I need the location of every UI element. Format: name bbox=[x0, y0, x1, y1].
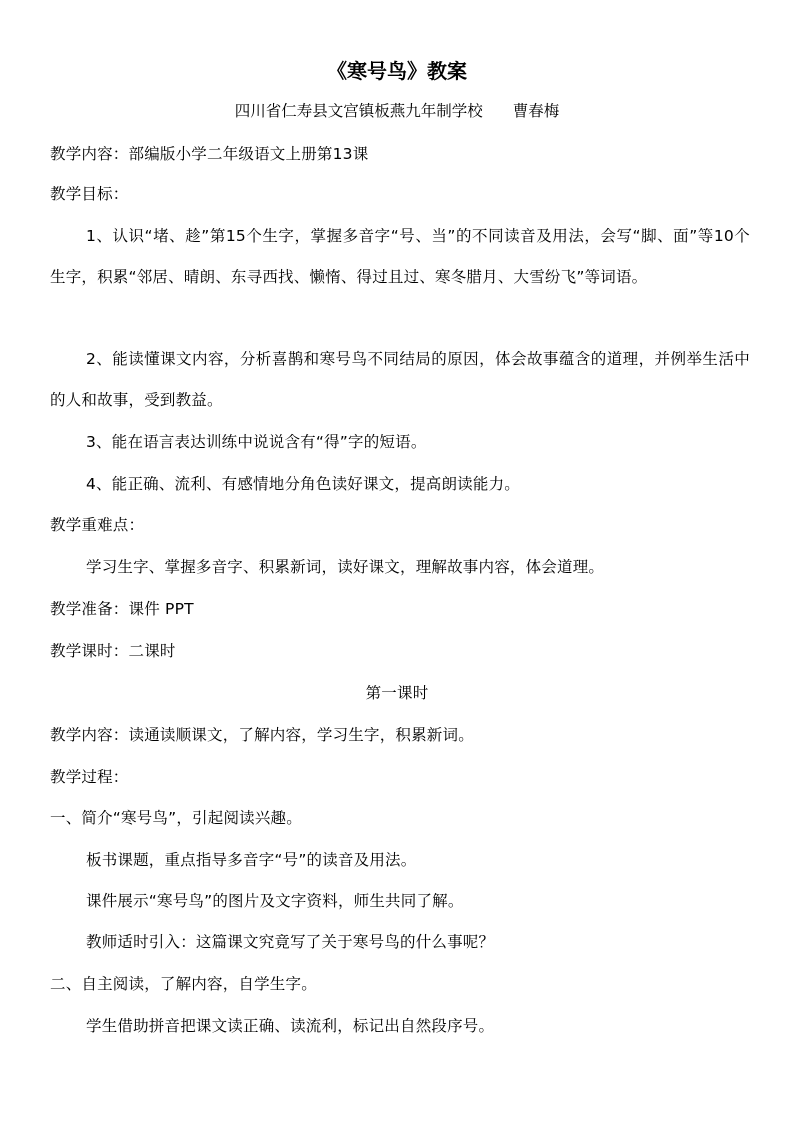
goal-4-paragraph: 4、能正确、流利、有感情地分角色读好课文，提高朗读能力。 bbox=[86, 475, 520, 493]
step-1-item: 课件展示“寒号鸟”的图片及文字资料，师生共同了解。 bbox=[86, 892, 464, 910]
step-1-heading: 一、简介“寒号鸟”，引起阅读兴趣。 bbox=[50, 809, 302, 827]
lesson-1-content-line: 教学内容：读通读顺课文，了解内容，学习生字，积累新词。 bbox=[50, 726, 474, 744]
school-author-line bbox=[0, 101, 794, 121]
teaching-content-line: 教学内容：部编版小学二年级语文上册第13课 bbox=[50, 145, 369, 163]
step-1-item: 教师适时引入：这篇课文究竟写了关于寒号鸟的什么事呢？ bbox=[86, 933, 495, 951]
goal-1-paragraph: 1、认识“堵、趁”第15个生字，掌握多音字“号、当”的不同读音及用法，会写“脚、面”等10个生字，积累“邻居、晴朗、东寻西找、懒惰、得过且过、寒冬腊月、大雪纷飞”等词语。 bbox=[50, 227, 750, 286]
step-2-item: 学生借助拼音把课文读正确、读流利，标记出自然段序号。 bbox=[86, 1017, 495, 1035]
goal-3-paragraph: 3、能在语言表达训练中说说含有“得”字的短语。 bbox=[86, 433, 427, 451]
school-name: 四川省仁寿县文宫镇板燕九年制学校 bbox=[234, 102, 483, 120]
preparation-line: 教学准备：课件 PPT bbox=[50, 600, 194, 618]
goal-2-paragraph: 2、能读懂课文内容，分析喜鹊和寒号鸟不同结局的原因，体会故事蕴含的道理，并例举生活中的人和故事，受到教益。 bbox=[50, 350, 750, 409]
periods-line: 教学课时：二课时 bbox=[50, 642, 176, 660]
document-title: 《寒号鸟》教案 bbox=[327, 59, 467, 83]
step-1-item: 板书课题，重点指导多音字“号”的读音及用法。 bbox=[86, 851, 417, 869]
goals-heading: 教学目标： bbox=[50, 185, 129, 203]
process-heading: 教学过程： bbox=[50, 768, 129, 786]
step-2-heading: 二、自主阅读，了解内容，自学生字。 bbox=[50, 975, 317, 993]
key-points-heading: 教学重难点： bbox=[50, 516, 145, 534]
key-points-text: 学习生字、掌握多音字、积累新词，读好课文，理解故事内容，体会道理。 bbox=[86, 558, 605, 576]
author-name: 曹春梅 bbox=[512, 102, 560, 120]
lesson-1-heading: 第一课时 bbox=[365, 684, 429, 702]
